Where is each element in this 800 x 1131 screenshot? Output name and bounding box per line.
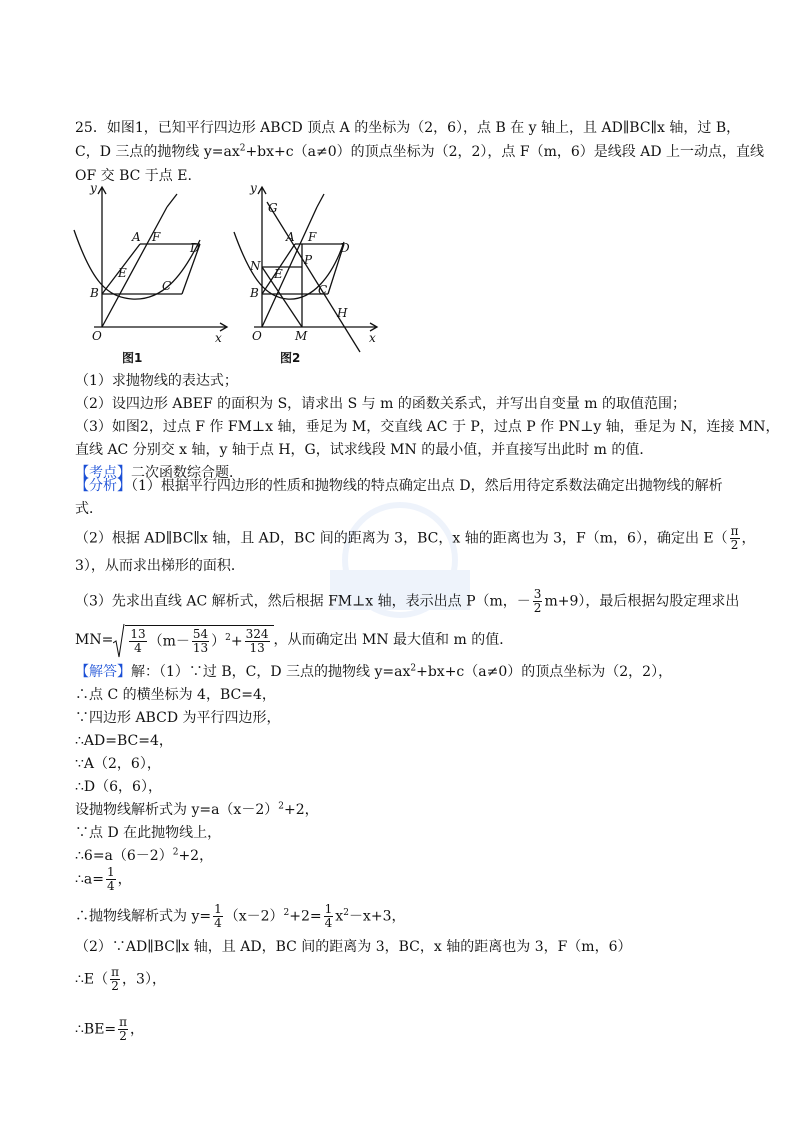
fig2-label-h: H (337, 306, 348, 320)
question-2: （2）设四边形 ABEF 的面积为 S，请求出 S 与 m 的函数关系式，并写出自变量 m 的取值范围； (75, 396, 687, 412)
jieda-line-4: ∴AD=BC=4， (75, 733, 173, 749)
jieda-line-7: 设抛物线解析式为 $y=a(x-2)^2+2$， (75, 801, 319, 818)
kaodian-tag: 【考点】 (75, 465, 131, 481)
fenxi-line-2c: 3），从而求出梯形的面积． (75, 558, 245, 574)
fenxi-line-3: （3）先求出直线 AC 解析式，然后根据 FM⊥x 轴，表示出点 P（m，－ $\frac{3}{2}$ m+9），最后根据勾股定理求出 (75, 587, 740, 615)
fig2-label-x: x (369, 331, 376, 345)
fig2-label-a: A (286, 230, 295, 244)
figure-2 (232, 182, 382, 367)
fig2-label-b: B (250, 286, 259, 300)
jieda-line-14: ∴BE= $\frac{\pi}{2}$ ， (75, 1015, 145, 1043)
jieda-line-10: ∴a= $\frac{1}{4}$ ， (75, 865, 132, 893)
question-3-line-2: 直线 AC 分别交 x 轴，y 轴于点 H，G，试求线段 MN 的最小值，并直接写出此时 m 的值． (75, 442, 654, 458)
jieda-line-2: ∴点 C 的横坐标为 4，BC=4， (75, 687, 276, 703)
fenxi-line-1: 【分析】（1）根据平行四边形的性质和抛物线的特点确定出点 D，然后用待定系数法确定出抛物线的解析 (75, 478, 723, 494)
fig1-label-x: x (215, 331, 222, 345)
fig2-label-c: C (318, 283, 328, 297)
jieda-line-1: 【解答】解：（1）∵过 B，C，D 三点的抛物线 $y=ax^2+bx+c(a\ne 0)$的顶点坐标为（2，2）， (75, 663, 673, 680)
fig1-caption: 图1 (122, 351, 143, 365)
fig2-label-y: y (250, 182, 257, 195)
fig1-label-y: y (90, 182, 97, 195)
question-1: （1）求抛物线的表达式； (75, 373, 238, 389)
fig1-label-e: E (118, 266, 127, 280)
problem-line-1: 25．如图1，已知平行四边形 ABCD 顶点 A 的坐标为（2，6），点 B 在 y 轴上，且 AD∥BC∥x 轴，过 B， (75, 120, 741, 136)
fig2-label-f: F (308, 230, 317, 244)
fenxi-line-1b: 式． (75, 501, 103, 517)
jieda-line-6: ∴D（6，6）， (75, 779, 162, 795)
fig2-label-e: E (274, 267, 283, 281)
jieda-line-5: ∵A（2，6）， (75, 756, 161, 772)
figure-1 (72, 182, 232, 367)
fig1-label-a: A (132, 230, 141, 244)
problem-line-3: OF 交 BC 于点 E. (75, 168, 192, 184)
question-3-line-1: （3）如图2，过点 F 作 FM⊥x 轴，垂足为 M，交直线 AC 于 P，过点 P 作 PN⊥y 轴，垂足为 N，连接 MN， (75, 419, 780, 435)
fenxi-tag: 【分析】 (75, 478, 131, 494)
fig2-label-m: M (295, 329, 308, 343)
jieda-line-9: $\therefore 6=a(6-2)^2+2$， (75, 847, 214, 864)
fig1-label-b: B (90, 286, 99, 300)
fig2-label-n: N (250, 259, 261, 273)
fig1-label-o: O (92, 329, 102, 343)
fig1-label-c: C (162, 279, 172, 293)
fig2-label-g: G (268, 201, 278, 215)
fig1-label-d: D (190, 241, 200, 255)
jieda-line-8: ∵点 D 在此抛物线上， (75, 825, 222, 841)
jieda-line-3: ∵四边形 ABCD 为平行四边形， (75, 710, 281, 726)
jieda-line-11: ∴抛物线解析式为 y= $\frac{1}{4}$ $(x-2)^2+2=$ $\frac{1}{4}$ $x^2-x+3$， (75, 902, 406, 930)
fig2-label-o: O (252, 329, 262, 343)
kaodian-line: 【考点】二次函数综合题． (75, 465, 243, 481)
fig2-caption: 图2 (280, 351, 301, 365)
fenxi-line-2: （2）根据 AD∥BC∥x 轴，且 AD，BC 间的距离为 3，BC，x 轴的距离也为 3，F（m，6），确定出 E（ $\frac{\pi}{2}$ ， (75, 524, 756, 552)
jieda-line-13: ∴E（ $\frac{\pi}{2}$ ，3）， (75, 965, 166, 993)
jieda-line-12: （2）∵AD∥BC∥x 轴，且 AD，BC 间的距离为 3，BC，x 轴的距离也为 3，F（m，6） (75, 939, 632, 955)
fig2-label-d: D (340, 241, 350, 255)
fig1-label-f: F (152, 230, 161, 244)
fenxi-line-mn: MN= $\frac{13}{4}$ （m－ $\frac{54}{13}$ ）$^2$+ $\frac{324}{13}$ ，从而确定出 MN 最大值和 m 的值． (75, 625, 513, 655)
fig2-label-p: P (304, 253, 313, 267)
jieda-tag: 【解答】 (75, 664, 131, 680)
watermark-logo (270, 500, 530, 640)
problem-line-2: C，D 三点的抛物线 $y=ax^2+bx+c(a\ne 0)$的顶点坐标为（2，2），点 F（m，6）是线段 AD 上一动点，直线 (75, 143, 764, 160)
